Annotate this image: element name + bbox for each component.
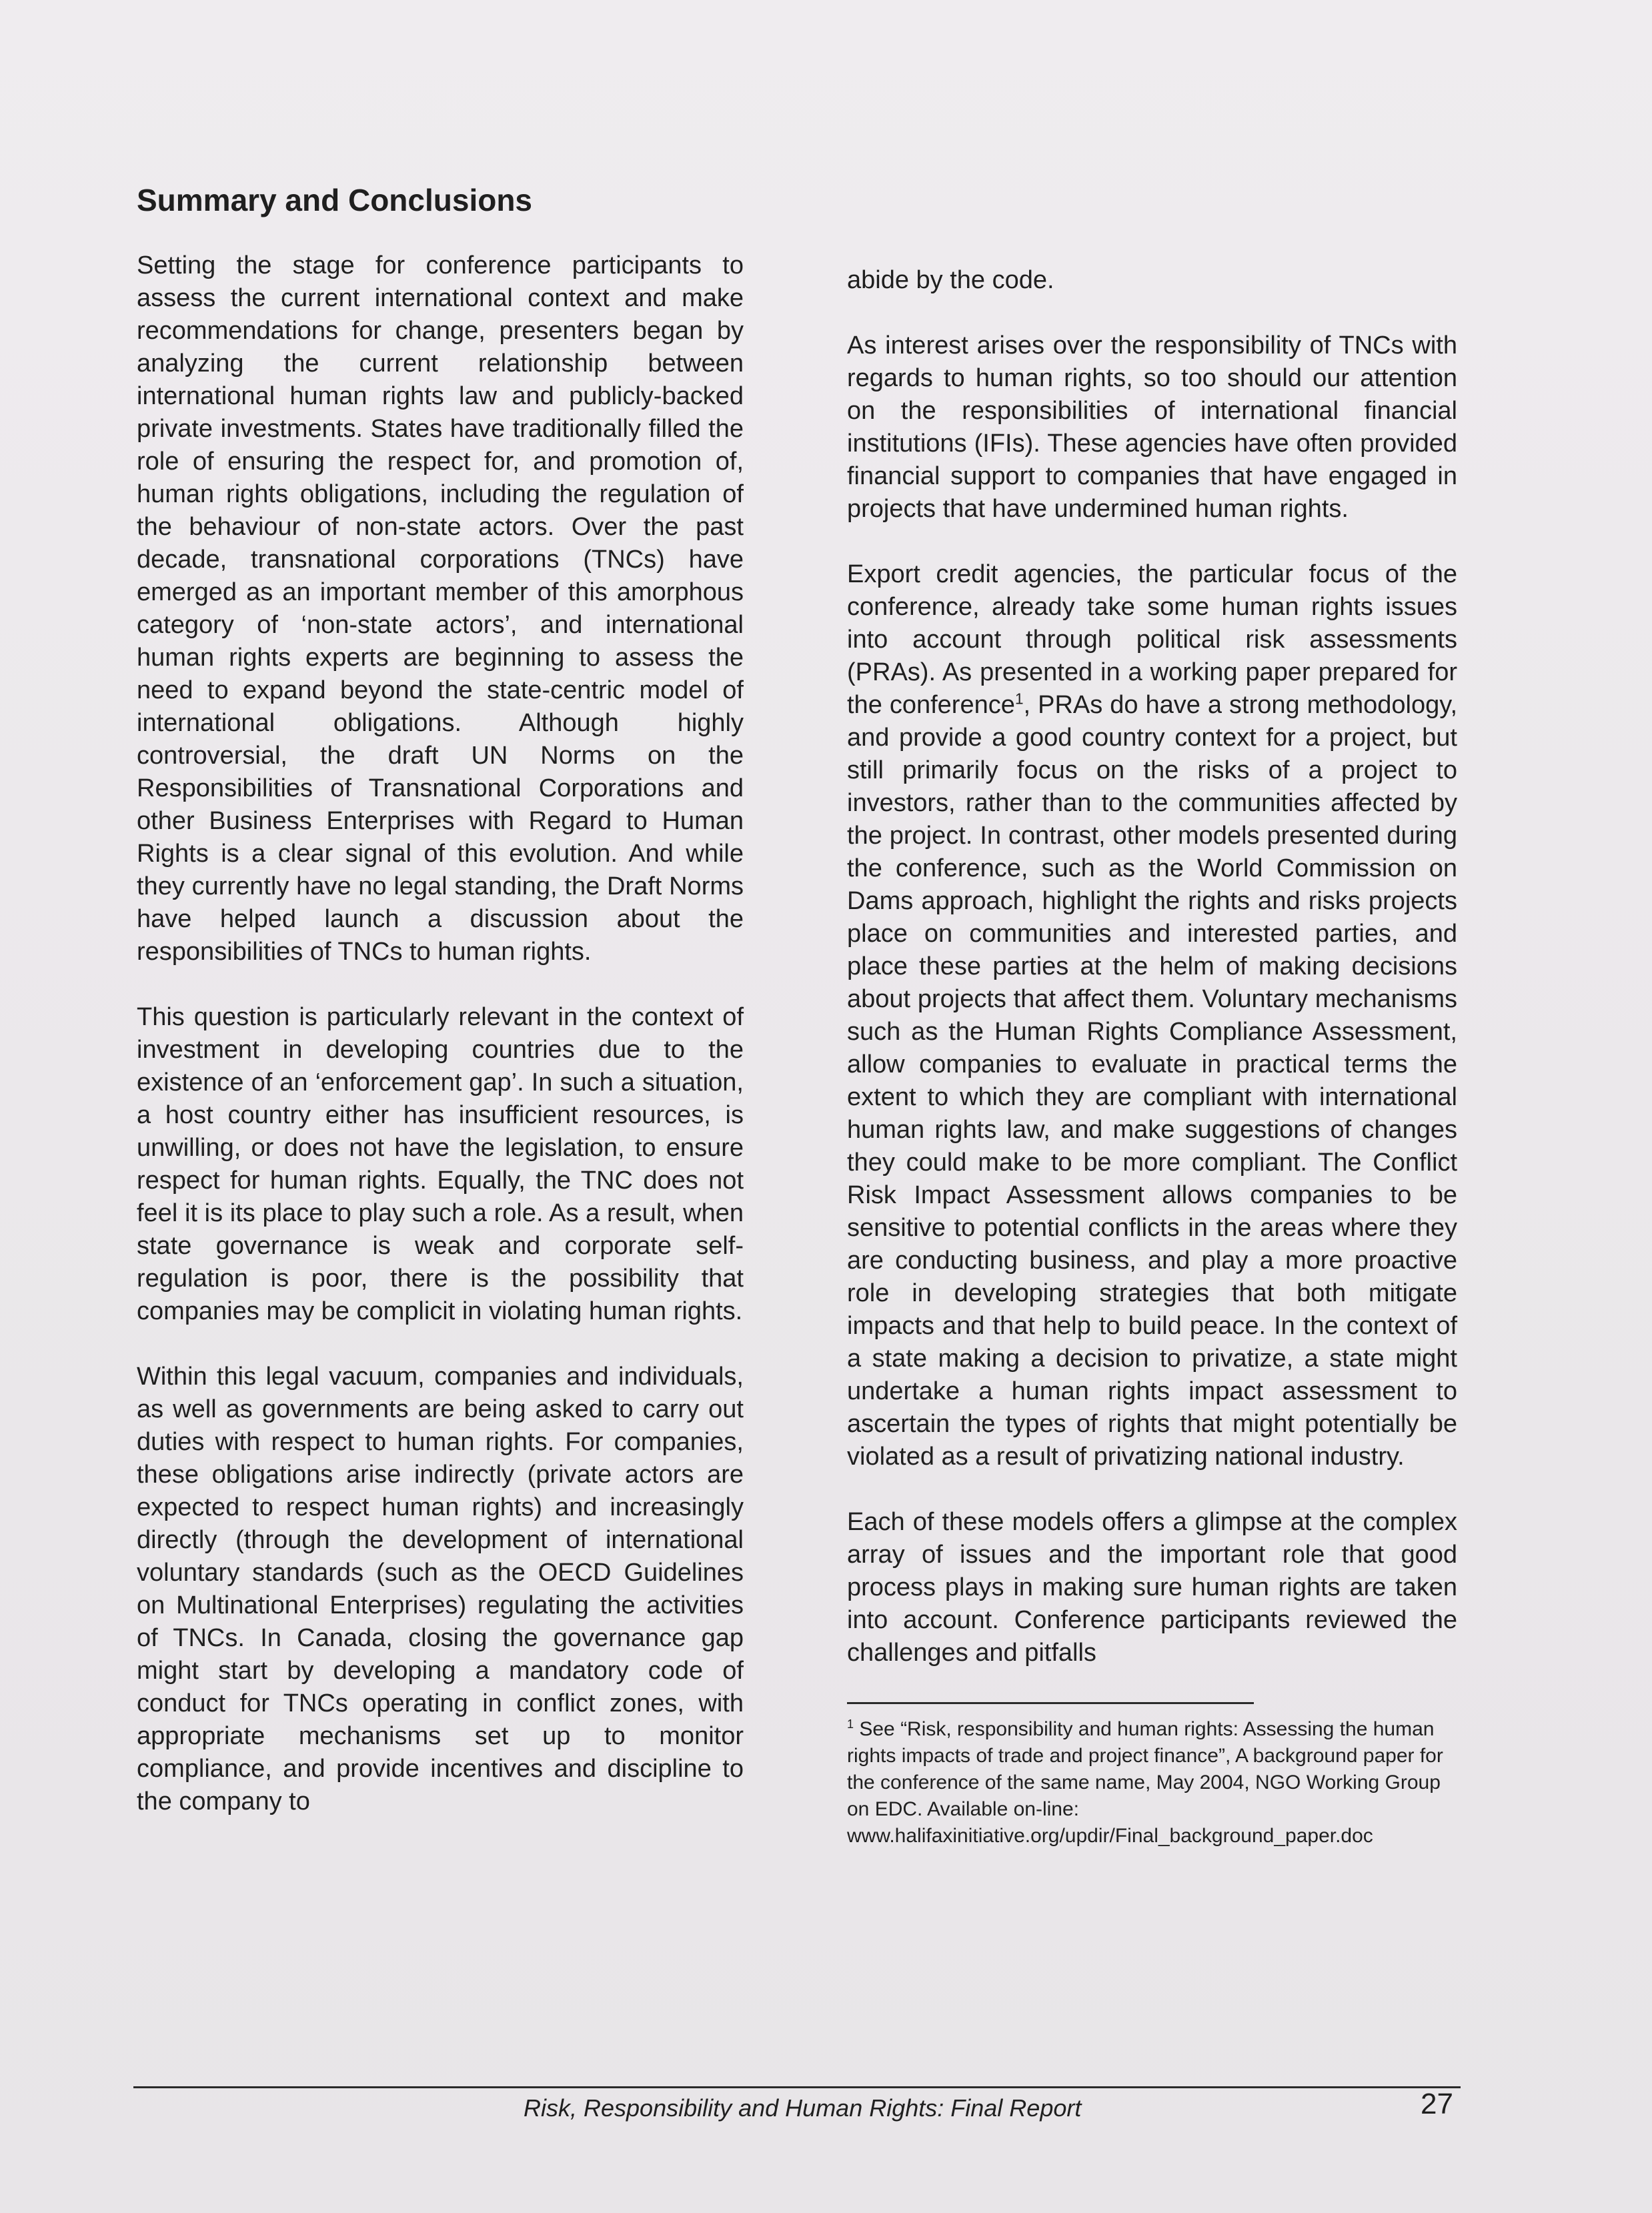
paragraph: This question is particularly relevant in the context of investment in developing countries due to the existence of an ‘enforcement gap’. In such a situation, a host country either has insufficient resources, is unwilling, or does not have the legislation, to ensure respect for human rights. Equally, the TNC does not feel it is its place to play such a role. As a result, when state governance is weak and corporate self-regulation is poor, there is the possibility that companies may be complicit in violating human rights. <box>137 1003 744 1325</box>
footer-title: Risk, Responsibility and Human Rights: Final Report <box>524 2094 1082 2122</box>
footnote <box>847 1716 1457 1850</box>
right-column <box>847 180 1457 1850</box>
footnote-divider <box>847 1702 1254 1704</box>
footnote-marker: 1 <box>847 1717 854 1731</box>
paragraph: Each of these models offers a glimpse at the complex array of issues and the important role that good process plays in making sure human rights are taken into account. Conference participants reviewed the challenges and pitfalls <box>847 1508 1457 1667</box>
paragraph: Within this legal vacuum, companies and individuals, as well as governments are being asked to carry out duties with respect to human rights. For companies, these obligations arise indirectly (private actors are expected to respect human rights) and increasingly directly (through the development of international voluntary standards (such as the OECD Guidelines on Multinational Enterprises) regulating the activities of TNCs. In Canada, closing the governance gap might start by developing a mandatory code of conduct for TNCs operating in conflict zones, with appropriate mechanisms set up to monitor compliance, and provide incentives and discipline to the company to <box>137 1363 744 1815</box>
paragraph-text-part: , PRAs do have a strong methodology, and provide a good country context for a project, but still primarily focus on the risks of a project to investors, rather than to the communities affected by the project. In contrast, other models presented during the conference, such as the World Commission on Dams approach, highlight the rights and risks projects place on communities and interested parties, and place these parties at the helm of making decisions about projects that affect them. Voluntary mechanisms such as the Human Rights Compliance Assessment, allow companies to evaluate in practical terms the extent to which they are compliant with international human rights law, and make suggestions of changes they could make to be more compliant. The Conflict Risk Impact Assessment allows companies to be sensitive to potential conflicts in the areas where they are conducting business, and play a more proactive role in developing strategies that both mitigate impacts and that help to build peace. In the context of a state making a decision to privatize, a state might undertake a human rights impact assessment to ascertain the types of rights that might potentially be violated as a result of privatizing national industry. <box>847 691 1458 1471</box>
footnote-reference: 1 <box>1014 690 1024 708</box>
paragraph: As interest arises over the responsibility of TNCs with regards to human rights, so too should our attention on the responsibilities of international financial institutions (IFIs). These agencies have often provided financial support to companies that have engaged in projects that have undermined human rights. <box>847 331 1457 523</box>
left-column <box>137 180 744 1851</box>
paragraph-continuation: abide by the code. <box>847 266 1054 294</box>
footnote-text: See “Risk, responsibility and human rights: Assessing the human rights impacts of trade and project finance”, A background paper for the conference of the same name, May 2004, NGO Working Group on EDC. Available on-line: www.halifaxinitiative.org/updir/Final_background_paper.doc <box>847 1718 1443 1847</box>
page-number: 27 <box>1421 2088 1453 2120</box>
section-heading: Summary and Conclusions <box>137 183 533 217</box>
paragraph: Setting the stage for conference participants to assess the current international context and make recommendations for change, presenters began by analyzing the current relationship between international human rights law and publicly-backed private investments. States have traditionally filled the role of ensuring the respect for, and promotion of, human rights obligations, including the regulation of the behaviour of non-state actors. Over the past decade, transnational corporations (TNCs) have emerged as an important member of this amorphous category of ‘non-state actors’, and international human rights experts are beginning to assess the need to expand beyond the state-centric model of international obligations. Although highly controversial, the draft UN Norms on the Responsibilities of Transnational Corporations and other Business Enterprises with Regard to Human Rights is a clear signal of this evolution. And while they currently have no legal standing, the Draft Norms have helped launch a discussion about the responsibilities of TNCs to human rights. <box>137 251 744 966</box>
footer-divider <box>133 2086 1461 2088</box>
paragraph-with-footnote-ref <box>847 558 1457 1473</box>
paragraph-text-part: Export credit agencies, the particular focus of the conference, already take some human rights issues into account through political risk assessments (PRAs). As presented in a working paper prepared for the conference <box>847 560 1457 719</box>
